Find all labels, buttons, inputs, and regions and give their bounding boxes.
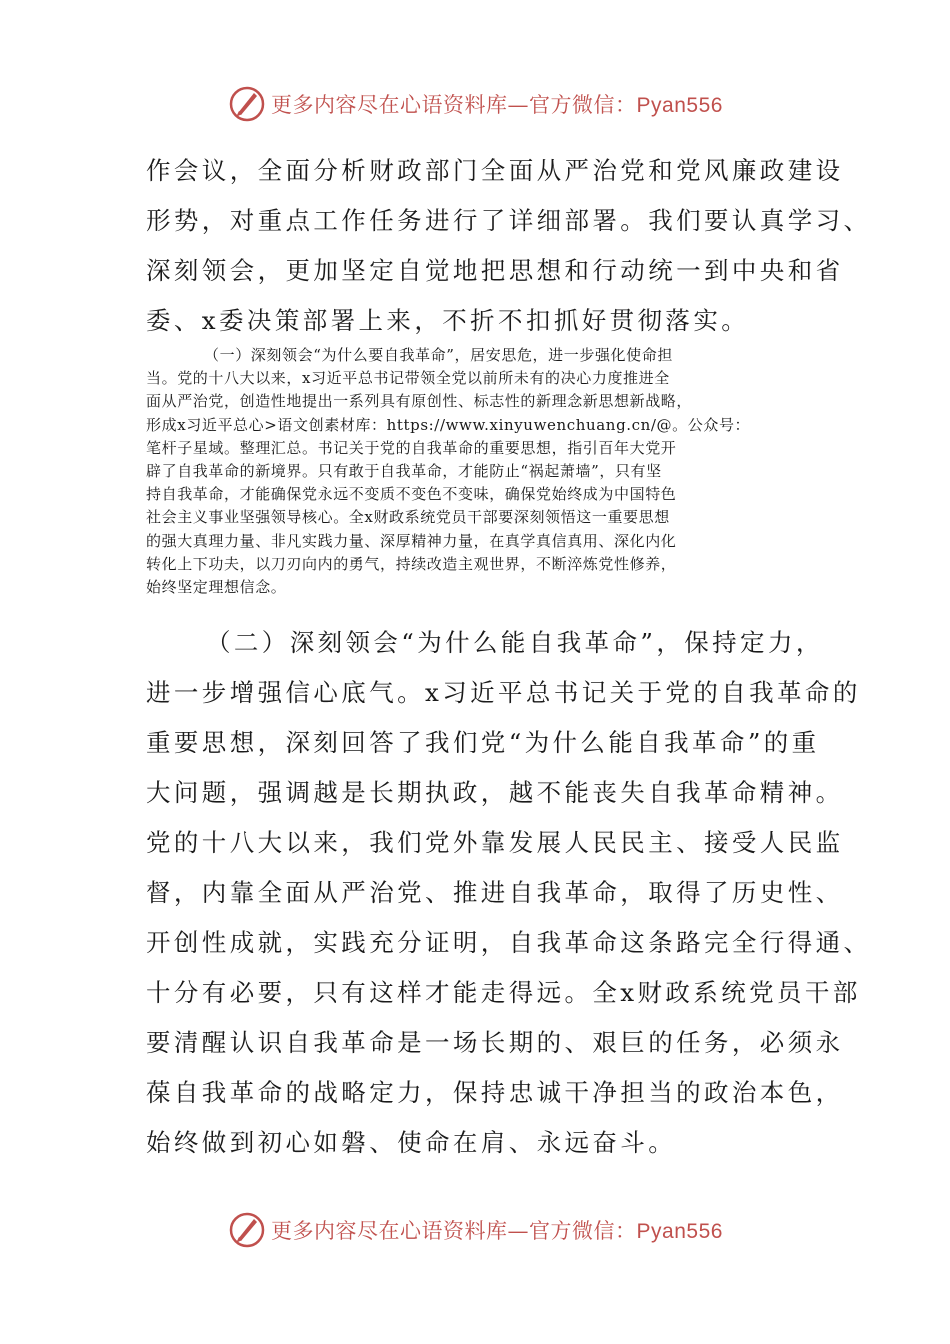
text-line: 大问题，强调越是长期执政，越不能丧失自我革命精神。 — [146, 778, 844, 807]
text-line: 持自我革命，才能确保党永远不变质不变色不变味，确保党始终成为中国特色 — [146, 485, 677, 504]
text-line: 形势，对重点工作任务进行了详细部署。我们要认真学习、 — [146, 206, 872, 235]
text-line: 笔杆子星域。整理汇总。书记关于党的自我革命的重要思想，指引百年大党开 — [146, 438, 677, 457]
watermark-text — [271, 1215, 723, 1245]
watermark-banner-bottom — [0, 1208, 950, 1252]
text-line: 葆自我革命的战略定力，保持忠诚干净担当的政治本色， — [146, 1078, 844, 1107]
text-line: 深刻领会，更加坚定自觉地把思想和行动统一到中央和省 — [146, 256, 844, 285]
paragraph-section-two — [146, 618, 872, 1168]
watermark-wechat-id: Pyan556 — [636, 1220, 723, 1243]
watermark-brand: 更多内容尽在心语资料库—官方微信： — [271, 1219, 637, 1243]
quill-pen-seal-icon — [227, 1210, 267, 1250]
text-line: （一）深刻领会“为什么要自我革命”，居安思危，进一步强化使命担 — [204, 346, 673, 364]
text-line: 委、x委决策部署上来，不折不扣抓好贯彻落实。 — [146, 306, 750, 335]
quill-pen-seal-icon — [227, 84, 267, 124]
text-line: （二）深刻领会“为什么能自我革命”，保持定力， — [206, 628, 824, 657]
paragraph-section-one — [146, 344, 814, 599]
text-line: 转化上下功夫，以刀刃向内的勇气，持续改造主观世界，不断淬炼党性修养， — [146, 554, 677, 573]
text-line: 当。党的十八大以来，x习近平总书记带领全党以前所未有的决心力度推进全 — [146, 369, 670, 388]
text-line: 面从严治党，创造性地提出一系列具有原创性、标志性的新理念新思想新战略， — [146, 392, 693, 411]
paragraph-intro — [146, 146, 872, 346]
text-line: 党的十八大以来，我们党外靠发展人民民主、接受人民监 — [146, 828, 844, 857]
text-line: 的强大真理力量、非凡实践力量、深厚精神力量，在真学真信真用、深化内化 — [146, 531, 677, 550]
text-line: 要清醒认识自我革命是一场长期的、艰巨的任务，必须永 — [146, 1028, 844, 1057]
watermark-text — [271, 89, 723, 119]
text-line: 始终坚定理想信念。 — [146, 578, 287, 597]
text-line: 形成x习近平总心>语文创素材库：https://www.xinyuwenchuang.cn/@。公众号： — [146, 415, 751, 434]
text-line: 十分有必要，只有这样才能走得远。全x财政系统党员干部 — [146, 978, 861, 1007]
text-line: 开创性成就，实践充分证明，自我革命这条路完全行得通、 — [146, 928, 872, 957]
watermark-brand: 更多内容尽在心语资料库—官方微信： — [271, 93, 637, 117]
text-line: 作会议，全面分析财政部门全面从严治党和党风廉政建设 — [146, 156, 844, 185]
watermark-banner-top — [0, 82, 950, 126]
text-line: 进一步增强信心底气。x习近平总书记关于党的自我革命的 — [146, 678, 861, 707]
text-line: 社会主义事业坚强领导核心。全x财政系统党员干部要深刻领悟这一重要思想 — [146, 508, 670, 527]
text-line: 督，内靠全面从严治党、推进自我革命，取得了历史性、 — [146, 878, 844, 907]
watermark-wechat-id: Pyan556 — [636, 94, 723, 117]
text-line: 始终做到初心如磐、使命在肩、永远奋斗。 — [146, 1128, 677, 1157]
text-line: 重要思想，深刻回答了我们党“为什么能自我革命”的重 — [146, 728, 820, 757]
text-line: 辟了自我革命的新境界。只有敢于自我革命，才能防止“祸起萧墙”，只有坚 — [146, 462, 662, 481]
